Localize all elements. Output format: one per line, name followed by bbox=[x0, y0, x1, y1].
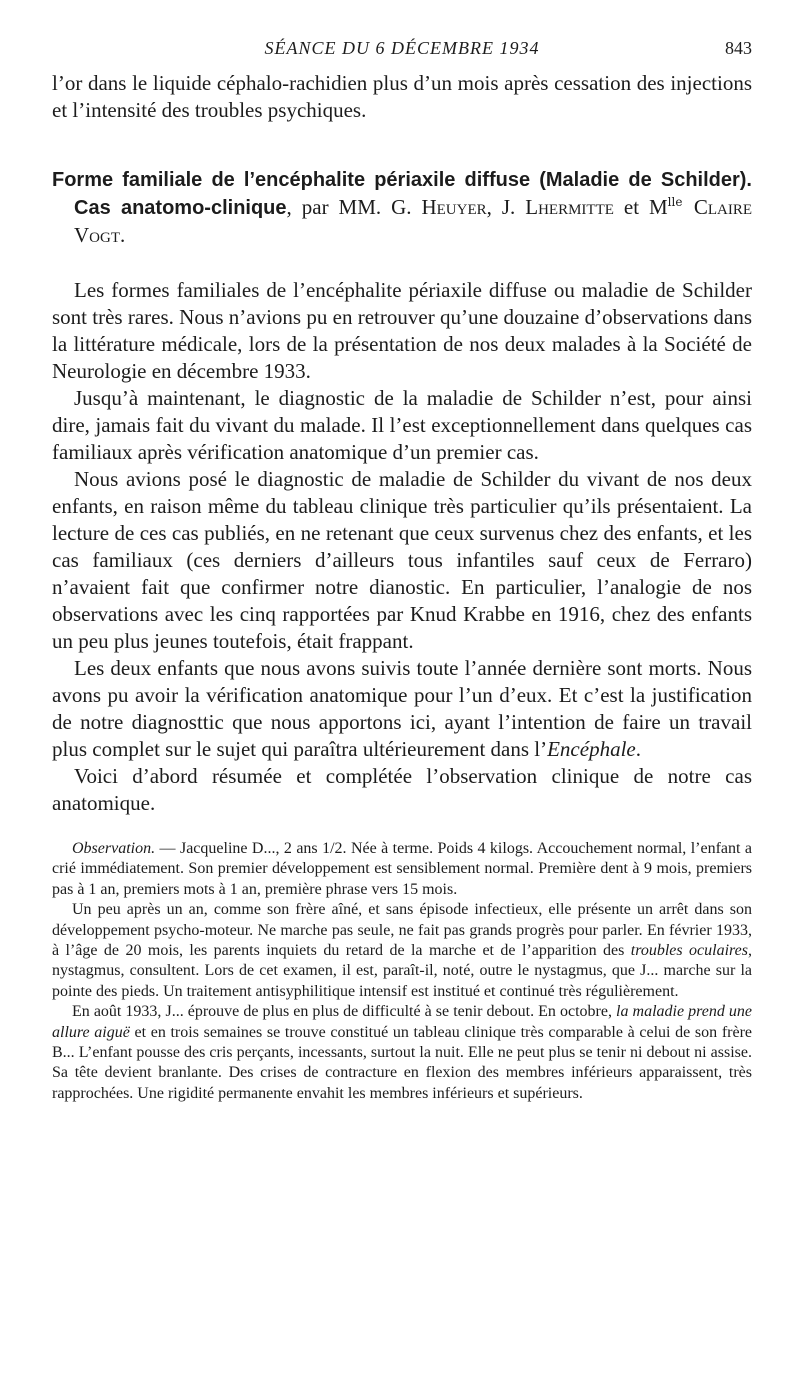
observation-2-end: , nystagmus, consultent. Lors de cet examen, il est, paraît-il, noté, outre le nystagmus, que J... marche sur la pointe des pieds. Un traitement antisyphilitique intensif est institué et continué très régulièrement. bbox=[52, 942, 752, 1000]
paragraph-4-text: Les deux enfants que nous avons suivis toute l’année dernière sont morts. Nous avons pu avoir la vérification anatomique pour l’un d’eux. Et c’est la justification de notre diagnosttic que nous apportons ici, ayant l’intention de faire un travail plus complet sur le sujet qui paraîtra ultérieurement dans l’ bbox=[52, 656, 752, 761]
observation-paragraph-1 bbox=[52, 839, 752, 900]
journal-name: Encéphale bbox=[547, 737, 636, 761]
observation-3-italic: la maladie prend une allure aiguë bbox=[52, 1003, 753, 1041]
author-vogt: Claire Vogt bbox=[74, 195, 753, 247]
running-head bbox=[52, 38, 752, 70]
paragraph-5: Voici d’abord résumée et complétée l’observation clinique de notre cas anatomique. bbox=[52, 764, 752, 815]
author-lhermitte: J. Lhermitte bbox=[501, 195, 614, 219]
observation-2-italic: troubles oculaires bbox=[630, 942, 748, 960]
paragraph-4-end: . bbox=[635, 737, 641, 761]
paragraph-3: Nous avions posé le diagnostic de maladie de Schilder du vivant de nos deux enfants, en raison même du tableau clinique très particulier qu’ils présentaient. La lecture de ces cas publiés, en ne retenant que ceux survenus chez des enfants, et les cas familiaux (ces derniers d’ailleurs tous infantiles sauf ceux de Ferraro) n’avaient fait que confirmer notre dianostic. En particulier, l’analogie de nos observations avec les cinq rapportées par Knud Krabbe en 1916, chez des enfants un peu plus jeunes toutefois, était frappant. bbox=[52, 467, 752, 653]
author-heuyer: G. Heuyer bbox=[391, 195, 487, 219]
page bbox=[52, 38, 752, 1104]
byline-sep1: , bbox=[486, 195, 502, 219]
running-title: SÉANCE DU 6 DÉCEMBRE 1934 bbox=[264, 38, 540, 58]
article-title: Forme familiale de l’encéphalite périaxile diffuse (Maladie de Schilder). Cas anatomo-clinique bbox=[52, 169, 752, 219]
byline-sep2: et M bbox=[613, 195, 668, 219]
paragraph-1: Les formes familiales de l’encéphalite périaxile diffuse ou maladie de Schilder sont très rares. Nous n’avions pu en retrouver qu’une douzaine d’observations dans la littérature médicale, lors de la présentation de nos deux malades à la Société de Neurologie en décembre 1933. bbox=[52, 278, 752, 383]
byline-par: , par MM. bbox=[286, 195, 392, 219]
intro-paragraph: l’or dans le liquide céphalo-rachidien plus d’un mois après cessation des injections et l’intensité des troubles psychiques. bbox=[52, 71, 752, 122]
observation-3-end: et en trois semaines se trouve constitué un tableau clinique très comparable à celui de son frère B... L’enfant pousse des cris perçants, incessants, surtout la nuit. Elle ne peut plus se tenir ni debout ni assise. Sa tête devient branlante. Des crises de contracture en flexion des membres inférieurs apparaissent, très rapprochées. Une rigidité permanente envahit les membres inférieurs et supérieurs. bbox=[52, 1023, 753, 1102]
page-number: 843 bbox=[725, 38, 752, 58]
paragraph-4 bbox=[52, 655, 752, 763]
observation-3-text: En août 1933, J... éprouve de plus en plus de difficulté à se tenir debout. En octobre, bbox=[72, 1003, 617, 1021]
observation-label: Observation. bbox=[72, 840, 156, 857]
observation-1-text: — Jacqueline D..., 2 ans 1/2. Née à terme. Poids 4 kilogs. Accouchement normal, l’enfant a crié immédiatement. Son premier développement est sensiblement normal. Première dent à 9 mois, premiers pas à 1 an, premiers mots à 1 an, première phrase vers 15 mois. bbox=[52, 840, 752, 898]
observation-paragraph-3 bbox=[52, 1002, 752, 1104]
paragraph-2: Jusqu’à maintenant, le diagnostic de la maladie de Schilder n’est, pour ainsi dire, jamais fait du vivant du malade. Il l’est exceptionnellement dans quelques cas familiaux après vérification anatomique d’un premier cas. bbox=[52, 386, 752, 464]
observation-2-text: Un peu après un an, comme son frère aîné, et sans épisode infectieux, elle présente un arrêt dans son développement psycho-moteur. Ne marche pas seule, ne fait pas grands progrès pour parler. En février 1933, à l’âge de 20 mois, les parents inquiets du retard de la marche et de l’apparition des bbox=[52, 901, 752, 960]
observation-paragraph-2 bbox=[52, 900, 752, 1002]
article-heading bbox=[52, 166, 752, 249]
mlle-superscript: lle bbox=[667, 195, 683, 209]
byline-end: . bbox=[120, 223, 126, 247]
